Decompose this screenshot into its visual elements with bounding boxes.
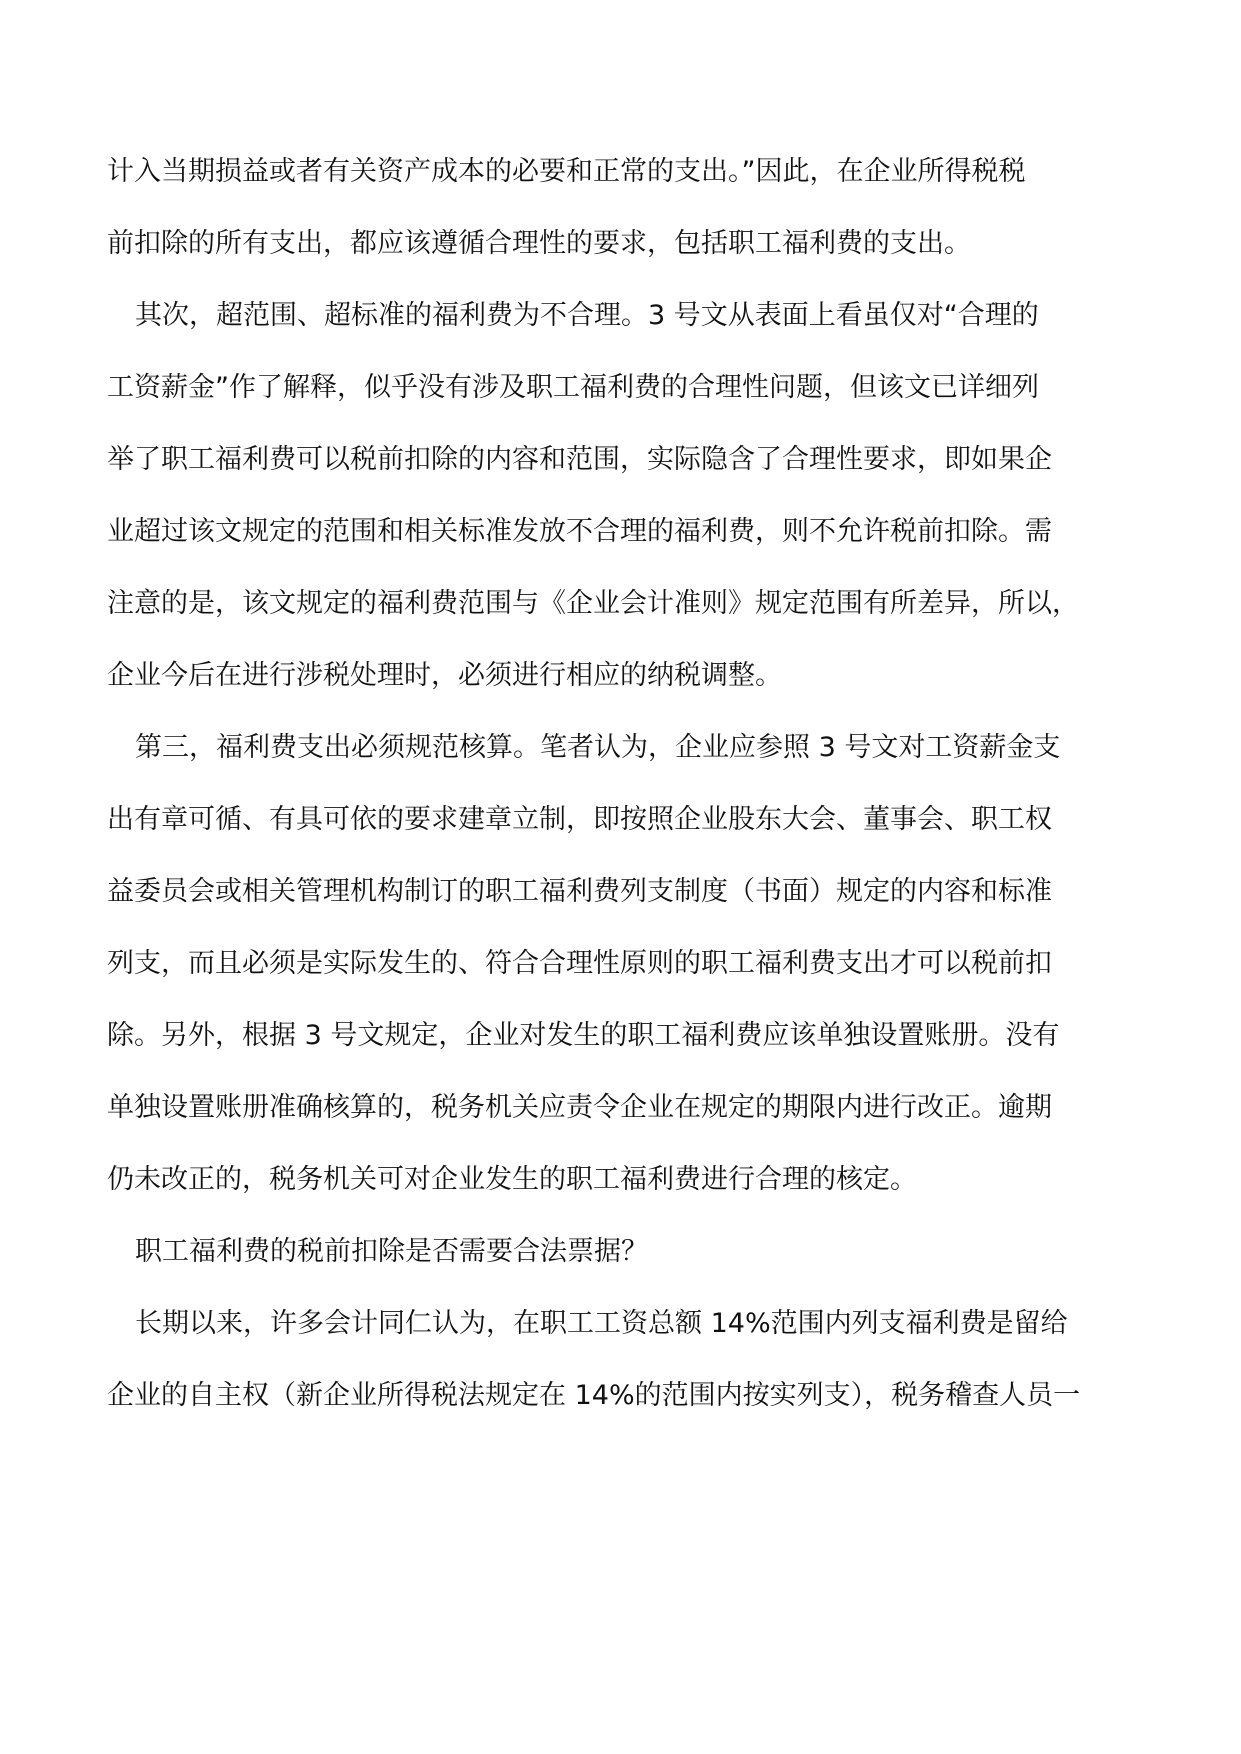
text-line: 工资薪金”作了解释，似乎没有涉及职工福利费的合理性问题，但该文已详细列: [107, 372, 1039, 403]
text-line: 出有章可循、有具可依的要求建章立制，即按照企业股东大会、董事会、职工权: [107, 804, 1052, 835]
text-line: 长期以来，许多会计同仁认为，在职工工资总额 14%范围内列支福利费是留给: [135, 1308, 1068, 1339]
text-line: 前扣除的所有支出，都应该遵循合理性的要求，包括职工福利费的支出。: [107, 228, 971, 259]
text-line: 仍未改正的，税务机关可对企业发生的职工福利费进行合理的核定。: [107, 1164, 917, 1195]
text-line: 列支，而且必须是实际发生的、符合合理性原则的职工福利费支出才可以税前扣: [107, 948, 1052, 979]
section-heading: 职工福利费的税前扣除是否需要合法票据？: [135, 1236, 648, 1267]
text-line: 益委员会或相关管理机构制订的职工福利费列支制度（书面）规定的内容和标准: [107, 876, 1052, 907]
text-line: 企业的自主权（新企业所得税法规定在 14%的范围内按实列支），税务稽查人员一: [107, 1380, 1081, 1411]
text-line: 举了职工福利费可以税前扣除的内容和范围，实际隐含了合理性要求，即如果企: [107, 444, 1052, 475]
text-line: 业超过该文规定的范围和相关标准发放不合理的福利费，则不允许税前扣除。需: [107, 516, 1052, 547]
text-line: 注意的是，该文规定的福利费范围与《企业会计准则》规定范围有所差异，所以，: [107, 588, 1079, 619]
text-line: 单独设置账册准确核算的，税务机关应责令企业在规定的期限内进行改正。逾期: [107, 1092, 1052, 1123]
text-line: 除。另外，根据 3 号文规定，企业对发生的职工福利费应该单独设置账册。没有: [107, 1020, 1060, 1051]
text-line: 企业今后在进行涉税处理时，必须进行相应的纳税调整。: [107, 660, 782, 691]
text-line: 其次，超范围、超标准的福利费为不合理。3 号文从表面上看虽仅对“合理的: [135, 300, 1039, 331]
text-line: 计入当期损益或者有关资产成本的必要和正常的支出。”因此，在企业所得税税: [107, 156, 1026, 187]
text-line: 第三，福利费支出必须规范核算。笔者认为，企业应参照 3 号文对工资薪金支: [135, 732, 1061, 763]
